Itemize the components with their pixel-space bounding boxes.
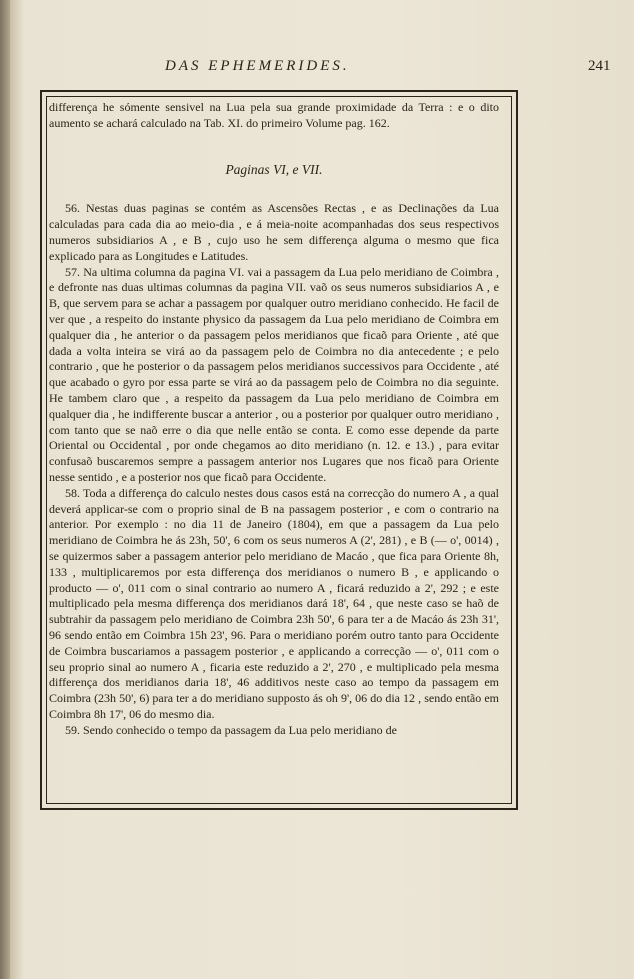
- text-block: [49, 100, 499, 738]
- paragraph-59: 59. Sendo conhecido o tempo da passagem da Lua pelo meridiano de: [65, 722, 397, 737]
- running-title: DAS EPHEMERIDES.: [165, 58, 350, 74]
- page-header: [0, 58, 634, 80]
- paragraph-57: 57. Na ultima columna da pagina VI. vai a passagem da Lua pelo meridiano de Coimbra , e defronte nas duas ultimas columnas da pagina VII. vaõ os seus numeros subsidiarios A , e B, que servem para se achar a passagem por qualquer outro meridiano conhecido. He facil de ver que , a respeito do instante physico da passagem da Lua pelo meridiano de Coimbra em qualquer dia , he anterior o da passagem pelos meridianos que ficaõ para Oriente , até que dada a volta inteira se virá ao da passagem pelo de Coimbra no dia antecedente ; e pelo contrario , que he posterior o da passagem pelos meridianos successivos para Occidente , até que acabado o gyro por essa parte se virá ao da passagem pelo de Coimbra no dia seguinte. He tambem claro que , a respeito da passagem da Lua pelo meridiano de Coimbra em qualquer dia , he indifferente buscar a anterior , ou a posterior por qualquer outro meridiano , com tanto que se naõ erre o dia que nelle então se conta. E como esse depende da parte Oriental ou Occidental , por onde chegamos ao dito meridiano (n. 12. e 13.) , para evitar confusaõ buscaremos sempre a passagem anterior nos Lugares que nos ficaõ para Oriente nesse sentido , e a posterior nos que ficaõ para Occidente.: [49, 264, 499, 484]
- section-heading: Paginas VI, e VII.: [225, 161, 323, 177]
- paragraph-56: 56. Nestas duas paginas se contém as Ascensões Rectas , e as Declinações da Lua calculadas para cada dia ao meio-dia , e á meia-noite acompanhadas dos seus respectivos numeros subsidiarios A , e B , cujo uso he sem differença alguma o mesmo que fica explicado para as Longitudes e Latitudes.: [49, 201, 499, 263]
- intro-paragraph: differença he sómente sensivel na Lua pela sua grande proximidade da Terra : e o dito aumento se achará calculado na Tab. XI. do primeiro Volume pag. 162.: [49, 100, 499, 130]
- paragraph-58: 58. Toda a differença do calculo nestes dous casos está na correcção do numero A , a qual deverá applicar-se com o proprio sinal de B na passagem posterior , e com o contrario na anterior. Por exemplo : no dia 11 de Janeiro (1804), em que a passagem da Lua pelo meridiano de Coimbra he ás 23h, 50', 6 com os seus numeros A (2', 281) , e B (— o', 0014) , se quizermos saber a passagem anterior pelo meridiano de Macáo , que fica para Oriente 8h, 133 , multiplicaremos por esta differença dos meridianos o numero B , e applicando o producto — o', 011 com o sinal contrario ao numero A , ficará reduzido a 2', 292 ; e este multiplicado pela mesma differença dos meridianos dará 18', 64 , que neste caso se haõ de subtrahir da passagem pelo meridiano de Coimbra 23h 50', 6 para ter a de Macáo ás 23h 31', 96 sendo então em Coimbra 15h 23', 96. Para o meridiano porém outro tanto para Occidente de Coimbra buscariamos a passagem posterior , e applicando a correcção — o', 011 com o seu proprio sinal ao numero A , ficaria este reduzido a 2', 270 , e multiplicado pela mesma differença dos meridianos daria 18', 46 additivos neste caso ao tempo da passagem em Coimbra (23h 50', 6) para ter a do meridiano supposto ás oh 9', 06 do dia 12 , sendo então em Coimbra 8h 17', 06 do mesmo dia.: [49, 485, 499, 721]
- page-number: 241: [588, 58, 611, 74]
- book-spine: [0, 0, 10, 979]
